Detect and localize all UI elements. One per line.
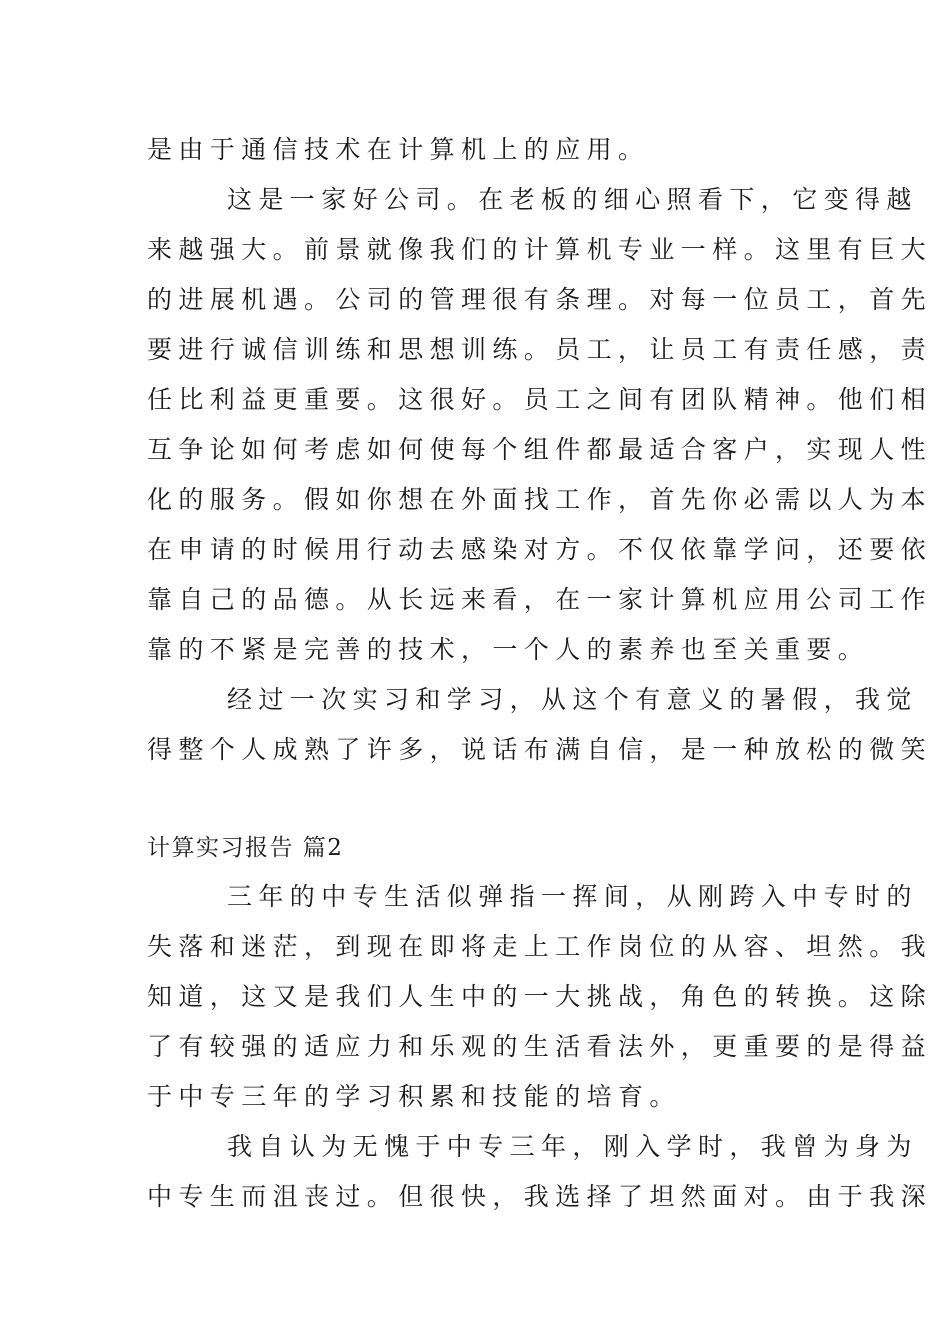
paragraph-line: 靠的不紧是完善的技术，一个人的素养也至关重要。 [147,635,870,664]
paragraph-line: 于中专三年的学习积累和技能的培育。 [147,1082,681,1111]
paragraph-line: 任比利益更重要。这很好。员工之间有团队精神。他们相 [147,385,933,414]
paragraph-line: 这是一家好公司。在老板的细心照看下，它变得越 [227,185,918,214]
paragraph-line: 三年的中专生活似弹指一挥间，从刚跨入中专时的 [227,882,918,911]
section-heading: 计算实习报告 篇2 [147,835,344,861]
paragraph-line: 在申请的时候用行动去感染对方。不仅依靠学问，还要依 [147,535,933,564]
paragraph-line: 经过一次实习和学习，从这个有意义的暑假，我觉 [227,685,918,714]
paragraph-line: 是由于通信技术在计算机上的应用。 [147,135,650,164]
paragraph-line: 得整个人成熟了许多，说话布满自信，是一种放松的微笑 [147,735,933,764]
paragraph-line: 化的服务。假如你想在外面找工作，首先你必需以人为本 [147,485,933,514]
paragraph-line: 知道，这又是我们人生中的一大挑战，角色的转换。这除 [147,982,933,1011]
paragraph-line: 互争论如何考虑如何使每个组件都最适合客户，实现人性 [147,435,933,464]
paragraph-line: 中专生而沮丧过。但很快，我选择了坦然面对。由于我深 [147,1182,933,1211]
paragraph-line: 失落和迷茫，到现在即将走上工作岗位的从容、坦然。我 [147,932,933,961]
paragraph-line: 来越强大。前景就像我们的计算机专业一样。这里有巨大 [147,235,933,264]
paragraph-line: 靠自己的品德。从长远来看，在一家计算机应用公司工作 [147,585,933,614]
paragraph-line: 要进行诚信训练和思想训练。员工，让员工有责任感，责 [147,335,933,364]
paragraph-line: 我自认为无愧于中专三年，刚入学时，我曾为身为 [227,1132,918,1161]
paragraph-line: 的进展机遇。公司的管理很有条理。对每一位员工，首先 [147,285,933,314]
paragraph-line: 了有较强的适应力和乐观的生活看法外，更重要的是得益 [147,1032,933,1061]
